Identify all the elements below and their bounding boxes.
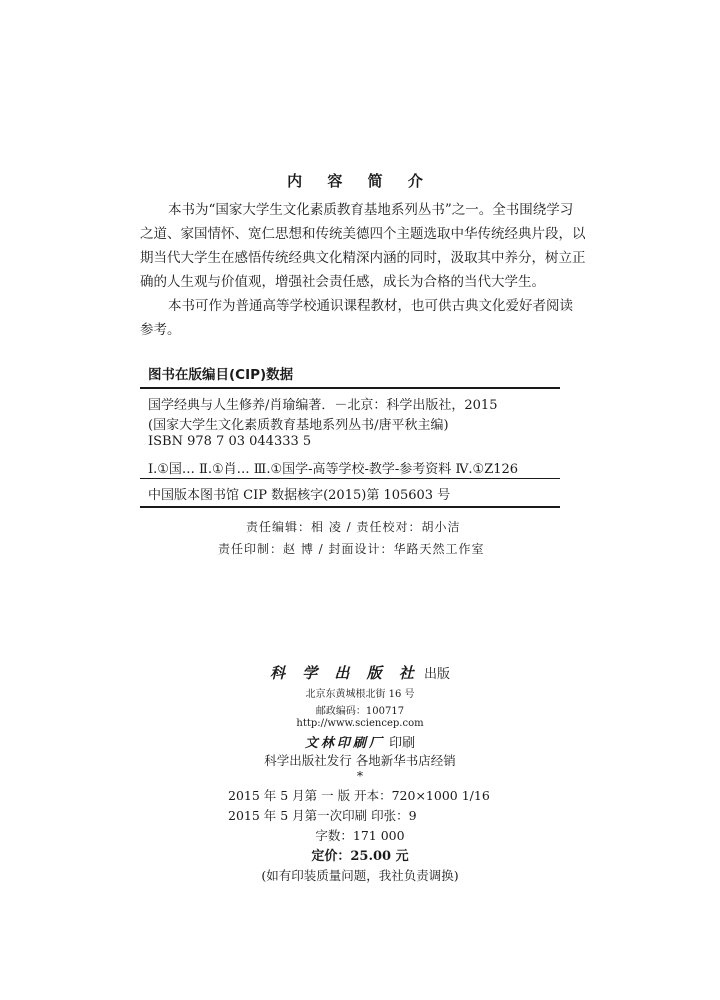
summary-para1-line1: 本书为“国家大学生文化素质教育基地系列丛书”之一。全书围绕学习	[168, 202, 574, 218]
publisher-name: 科 学 出 版 社	[269, 664, 420, 682]
cip-line-record-number: 中国版本图书馆 CIP 数据核字(2015)第 105603 号	[148, 488, 451, 503]
printer-name: 文林印刷厂	[304, 736, 385, 751]
cip-line-title: 国学经典与人生修养/肖瑜编著．－北京：科学出版社，2015	[148, 398, 498, 413]
quality-note: (如有印装质量问题，我社负责调换)	[261, 868, 459, 883]
edition-line: 2015 年 5 月第 一 版 开本：720×1000 1/16	[228, 788, 490, 803]
cip-heading: 图书在版编目(CIP)数据	[148, 367, 294, 383]
cip-mid-rule	[140, 478, 560, 479]
publisher-address: 北京东黄城根北街 16 号	[305, 689, 415, 700]
separator-star: *	[356, 768, 364, 783]
cip-line-series: (国家大学生文化素质教育基地系列丛书/唐平秋主编)	[148, 418, 449, 433]
printing-line: 2015 年 5 月第一次印刷 印张：9	[228, 808, 417, 823]
summary-title: 内 容 简 介	[287, 172, 433, 190]
cip-top-rule	[140, 387, 560, 389]
printer-line	[0, 732, 720, 751]
publisher-line	[0, 662, 720, 683]
credits-editor-proofreader: 责任编辑：相 凌 / 责任校对：胡小洁	[246, 520, 461, 534]
word-count: 字数：171 000	[315, 828, 405, 843]
publisher-publish-suffix: 出版	[424, 667, 451, 682]
summary-para1-line2: 之道、家国情怀、宽仁思想和传统美德四个主题选取中华传统经典片段，以	[140, 226, 586, 242]
cip-line-isbn: ISBN 978 7 03 044333 5	[148, 434, 312, 449]
publisher-postcode: 邮政编码：100717	[315, 706, 405, 717]
summary-para1-line4: 确的人生观与价值观，增强社会责任感，成长为合格的当代大学生。	[140, 274, 545, 290]
printer-print-suffix: 印刷	[389, 736, 416, 751]
summary-para1-line3: 期当代大学生在感悟传统经典文化精深内涵的同时，汲取其中养分，树立正	[140, 250, 586, 266]
publisher-website: http://www.sciencep.com	[296, 718, 424, 729]
cip-bottom-rule	[140, 506, 560, 508]
summary-para2-line2: 参考。	[140, 322, 181, 338]
credits-printing-cover: 责任印制：赵 博 / 封面设计：华路天然工作室	[218, 542, 485, 556]
summary-para2-line1: 本书可作为普通高等学校通识课程教材，也可供古典文化爱好者阅读	[168, 298, 573, 314]
distribution-line: 科学出版社发行 各地新华书店经销	[264, 753, 456, 768]
price: 定价：25.00 元	[311, 849, 409, 864]
cip-line-classification: Ⅰ.①国… Ⅱ.①肖… Ⅲ.①国学-高等学校-教学-参考资料 Ⅳ.①Z126	[148, 462, 519, 477]
